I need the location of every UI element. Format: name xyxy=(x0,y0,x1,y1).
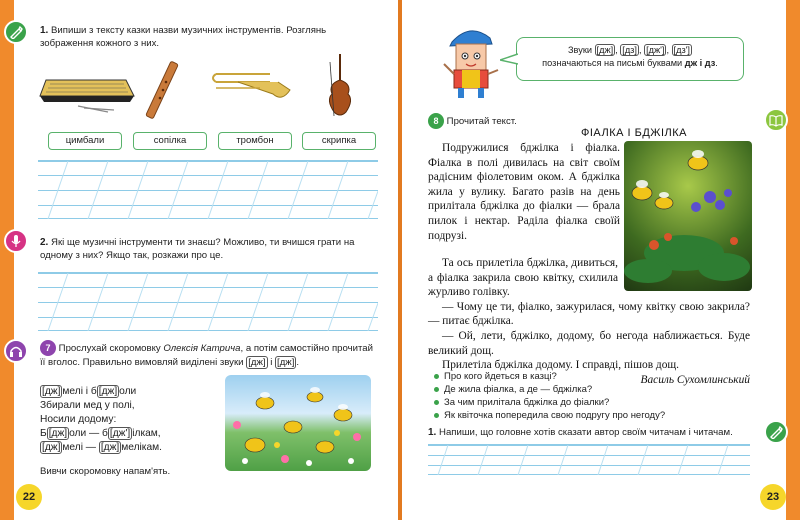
instrument-label-cymbals: цимбали xyxy=(48,132,122,150)
bubble-line-2 xyxy=(517,57,743,70)
pen-icon xyxy=(764,420,788,444)
poem-text: мелі і б xyxy=(62,386,97,397)
bubble-letters: дж і дз xyxy=(684,58,716,68)
headphones-icon xyxy=(4,339,28,363)
writing-lines[interactable] xyxy=(38,160,378,218)
sound-dz: [дз] xyxy=(622,45,637,55)
bubble-text: Звуки xyxy=(568,45,595,55)
highlighted-sound: [дж] xyxy=(42,386,61,397)
task-number-badge: 7 xyxy=(40,340,56,356)
task7-text-b: , а потім самостійно прочитай її вголос. Правильно вимовляй виділені звуки xyxy=(40,343,373,368)
pen-icon xyxy=(4,20,28,44)
poem-text: мелікам. xyxy=(121,442,162,453)
task8-text: Прочитай текст. xyxy=(446,116,517,127)
info-speech-bubble xyxy=(516,37,744,81)
trombone-image xyxy=(213,74,290,97)
sound-dzh: [дж] xyxy=(596,45,614,55)
story-paragraph-5: Прилетіла бджілка додому. І справді, пішов дощ. xyxy=(442,359,680,372)
cymbalom-image xyxy=(40,80,134,112)
task-number: 1. xyxy=(40,25,49,36)
question-item: Де жила фіалка, а де — бджілка? xyxy=(432,383,752,396)
writing-lines[interactable] xyxy=(428,444,750,474)
page-number-left: 22 xyxy=(16,484,42,510)
flute-image xyxy=(146,61,179,119)
task-number: 2. xyxy=(40,237,49,248)
task7-text-d: . xyxy=(296,357,300,368)
bubble-line-1: Звуки [дж] , [дз] , [дж'] , [дз'] xyxy=(568,45,690,55)
question-item: Як квіточка попередила свою подругу про негоду? xyxy=(432,409,752,422)
story-title: ФІАЛКА І БДЖІЛКА xyxy=(581,127,687,139)
book-icon xyxy=(764,108,788,132)
poem-line xyxy=(40,385,210,399)
highlighted-sound: [дж] xyxy=(98,386,118,397)
story-paragraph-2: Та ось прилетіла бджілка, дивиться, а фіалка закрила свою квітку, схилила журливо голівку. xyxy=(428,257,618,299)
highlighted-sound: [дж] xyxy=(100,442,120,453)
bees-flowers-illustration xyxy=(225,375,371,471)
bubble-text: позначаються на письмі буквами xyxy=(542,58,685,68)
poem-line xyxy=(40,413,210,427)
instrument-label-violin: скрипка xyxy=(302,132,376,150)
task1-instructions xyxy=(40,24,380,50)
task-number-badge: 8 xyxy=(428,113,444,129)
question-item: За чим прилітала бджілка до фіалки? xyxy=(432,396,752,409)
writing-lines[interactable] xyxy=(38,272,378,330)
task-number: 1. xyxy=(428,427,437,438)
task2-instructions xyxy=(40,236,378,262)
task7-footer: Вивчи скоромовку напам'ять. xyxy=(40,466,171,477)
task7-instructions xyxy=(40,340,378,369)
task7-text-a: Прослухай скоромовку xyxy=(58,343,164,354)
story-paragraph-3: — Чому це ти, фіалко, зажурилася, чому квітку свою закрила? — питає бджілка. xyxy=(428,300,750,328)
violin-image xyxy=(329,54,350,116)
poem-text: Носили додому: xyxy=(40,414,117,425)
instrument-label-flute: сопілка xyxy=(133,132,207,150)
task7-text-c: і xyxy=(267,357,276,368)
task1-right-instructions xyxy=(428,426,758,439)
highlighted-sound: [дж'] xyxy=(109,428,131,439)
bubble-tail xyxy=(500,52,518,66)
pencil-mascot-illustration xyxy=(440,24,500,102)
story-author: Василь Сухомлинський xyxy=(640,373,750,386)
poem-text: оли — б xyxy=(69,428,108,439)
poem-text: оли xyxy=(119,386,137,397)
sound-dzh: [дж] xyxy=(248,357,266,368)
question-item: Про кого йдеться в казці? xyxy=(432,370,752,383)
story-paragraph-1: Подружилися бджілка і фіалка. Фіалка в полі дивилась на світ своїм радісним фіолетовим оком. А бджілка жила у вулику. Багато разів на день прилітала бджілка до фіалки — брала пилок і нектар. Раділа фіалка своїй подрузі. xyxy=(428,142,620,242)
poem-line xyxy=(40,427,210,441)
highlighted-sound: [дж] xyxy=(48,428,68,439)
bubble-text: . xyxy=(715,58,718,68)
story-column-full xyxy=(428,256,750,387)
tongue-twister xyxy=(40,385,210,455)
story-column xyxy=(428,141,620,243)
task1-text: Випиши з тексту казки назви музичних інструментів. Розглянь зображення кожного з них. xyxy=(40,25,327,49)
task1-right-text: Напиши, що головне хотів сказати автор своїм читачам і читачам. xyxy=(439,427,733,438)
instrument-label-trombone: тромбон xyxy=(218,132,292,150)
poem-text: Б xyxy=(40,428,47,439)
sound-dz-soft: [дз'] xyxy=(673,45,690,55)
task2-text: Які ще музичні інструменти ти знаєш? Можливо, ти вчишся грати на одному з них? Якщо так, розкажи про це. xyxy=(40,237,355,261)
instrument-illustrations xyxy=(38,52,378,122)
poem-text: мелі — xyxy=(62,442,99,453)
page-number-right: 23 xyxy=(760,484,786,510)
story-paragraph-4: — Ой, лети, бджілко, додому, бо негода наближається. Буде великий дощ. xyxy=(428,329,750,357)
task7-author: Олексія Катрича xyxy=(163,343,241,354)
poem-line xyxy=(40,441,210,455)
microphone-icon xyxy=(4,229,28,253)
questions-list xyxy=(432,370,752,422)
poem-text: Збирали мед у полі, xyxy=(40,400,135,411)
poem-line xyxy=(40,399,210,413)
highlighted-sound: [дж] xyxy=(42,442,61,453)
sound-dzh-soft: [дж] xyxy=(277,357,295,368)
poem-text: ілкам, xyxy=(132,428,161,439)
sound-dzh-soft: [дж'] xyxy=(646,45,665,55)
